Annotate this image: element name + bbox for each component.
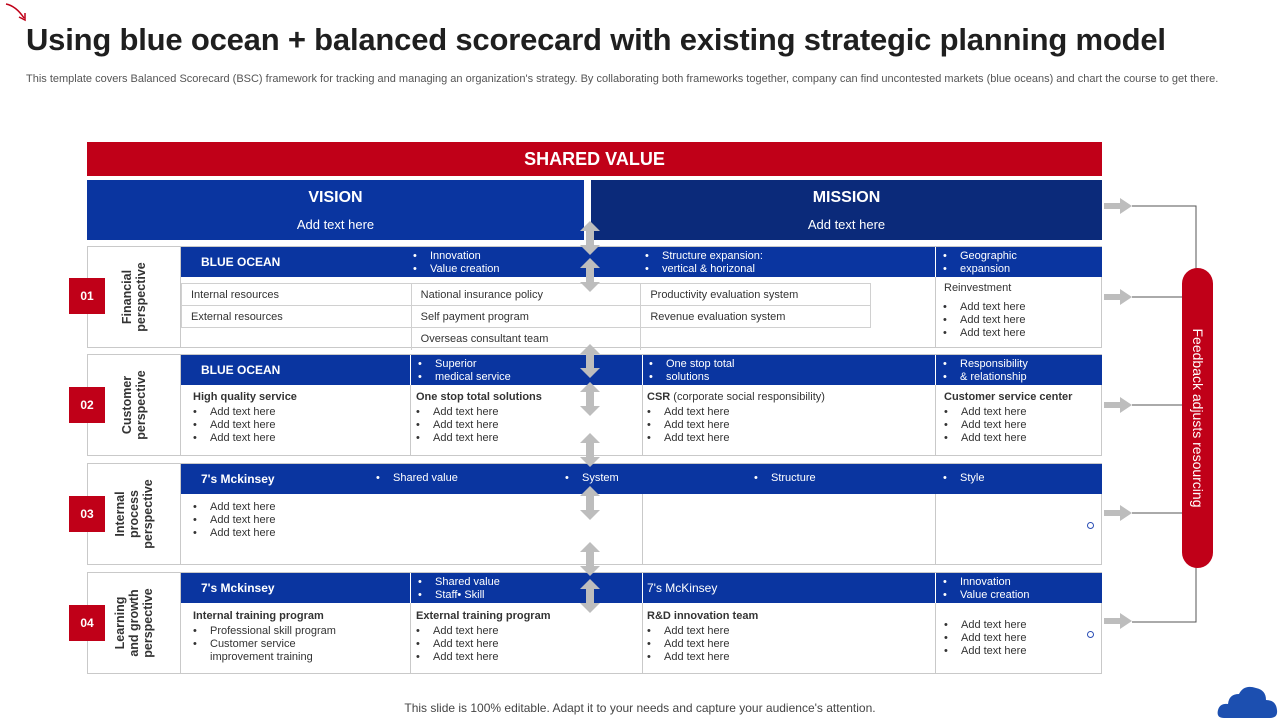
cell-list: • Add text here • Add text here • Add text here [941,617,1026,658]
band-title: 7's Mckinsey [201,472,275,486]
band-text: 7's McKinsey [647,581,718,595]
band-list: • Shared value • Staff• Skill [415,574,500,604]
vision-heading: VISION [308,189,363,206]
vision-box [87,180,584,240]
double-arrow-icon [579,433,601,467]
band-list: • Shared value [373,470,458,500]
row-band [181,355,1102,385]
cell: High quality service • Add text here • Add text here • Add text here [193,390,297,445]
cell-heading: Reinvestment [944,282,1012,294]
page-title: Using blue ocean + balanced scorecard with existing strategic planning model [26,22,1166,57]
financial-table [181,283,871,350]
cell: Internal training program • Professional skill program • Customer service improvement training [193,609,403,664]
double-arrow-icon [579,542,601,576]
perspective-label: Learning and growth perspective [112,588,155,658]
band-title: BLUE OCEAN [201,363,281,377]
cell-list: • Add text here • Add text here • Add text here [644,623,758,664]
curved-arrow-icon [4,2,30,24]
page-subtitle: This template covers Balanced Scorecard (BSC) framework for tracking and managing an organization's strategy. By collaborating both frameworks together, company can find uncontested markets (blue oceans) and chart the course to get there. [26,73,1219,85]
cell-list: • Add text here • Add text here • Add text here [940,299,1025,340]
feedback-label: Feedback adjusts resourcing [1189,328,1206,508]
footer-note: This slide is 100% editable. Adapt it to your needs and capture your audience's attention. [404,701,876,715]
cell-list: • Add text here • Add text here • Add text here [413,404,542,445]
row-band [181,247,1102,277]
cell: R&D innovation team • Add text here • Add text here • Add text here [647,609,758,664]
row-number-badge: 03 [69,496,105,532]
double-arrow-icon [579,382,601,416]
cell-list: • Add text here • Add text here • Add text here [941,404,1072,445]
row-number-badge: 01 [69,278,105,314]
band-list: • Innovation • Value creation [940,574,1030,604]
band-list: • Structure expansion: • vertical & horizonal [642,248,763,278]
mission-box [591,180,1102,240]
double-arrow-icon [579,258,601,292]
cell: One stop total solutions • Add text here • Add text here • Add text here [416,390,542,445]
double-arrow-icon [579,579,601,613]
table-row: External resources Self payment program Revenue evaluation system [182,306,871,328]
row-number-badge: 02 [69,387,105,423]
connector-dot [1087,522,1094,529]
row-band [181,573,1102,603]
band-title: BLUE OCEAN [201,255,281,269]
band-list: • Geographic • expansion [940,248,1017,278]
band-list: • System [562,470,619,500]
band-list: • Superior • medical service [415,356,511,386]
cell-list: • Add text here • Add text here • Add text here [190,499,275,540]
right-arrow-icon [1104,613,1132,629]
vision-text: Add text here [296,217,375,232]
band-list: • Style [940,470,984,500]
mission-text: Add text here [807,217,886,232]
right-arrow-icon [1104,505,1132,521]
cell-list: • Add text here • Add text here • Add text here [190,404,297,445]
connector-dot [1087,631,1094,638]
perspective-label: Financial perspective [119,262,148,332]
cell-list: • Add text here • Add text here • Add text here [644,404,825,445]
right-arrow-icon [1104,289,1132,305]
cloud-icon [1216,684,1278,718]
right-arrow-icon [1104,397,1132,413]
reinvestment-cell [944,282,1025,340]
perspective-label: Internal process perspective [112,479,155,549]
band-title: 7's Mckinsey [201,581,275,595]
shared-value-banner: SHARED VALUE [87,142,1102,176]
band-list: • One stop total • solutions [646,356,735,386]
cell-list: • Professional skill program • Customer service improvement training [190,623,403,664]
band-list: • Responsibility • & relationship [940,356,1028,386]
double-arrow-icon [579,344,601,378]
feedback-pill [1182,268,1213,568]
row-band [181,464,1102,494]
cell [193,499,275,540]
row-number-badge: 04 [69,605,105,641]
double-arrow-icon [579,486,601,520]
perspective-label: Customer perspective [119,370,148,440]
table-row: Internal resources National insurance policy Productivity evaluation system [182,284,871,306]
cell: External training program • Add text here • Add text here • Add text here [416,609,550,664]
cell: CSR (corporate social responsibility) • Add text here • Add text here • Add text here [647,390,825,445]
cell [944,617,1026,658]
band-list: • Innovation • Value creation [410,248,500,278]
right-arrow-icon [1104,198,1132,214]
table-row: Overseas consultant team [182,328,871,350]
band-list: • Structure [751,470,816,500]
cell: Customer service center • Add text here • Add text here • Add text here [944,390,1072,445]
double-arrow-icon [579,221,601,255]
mission-heading: MISSION [812,189,881,206]
cell-list: • Add text here • Add text here • Add text here [413,623,550,664]
